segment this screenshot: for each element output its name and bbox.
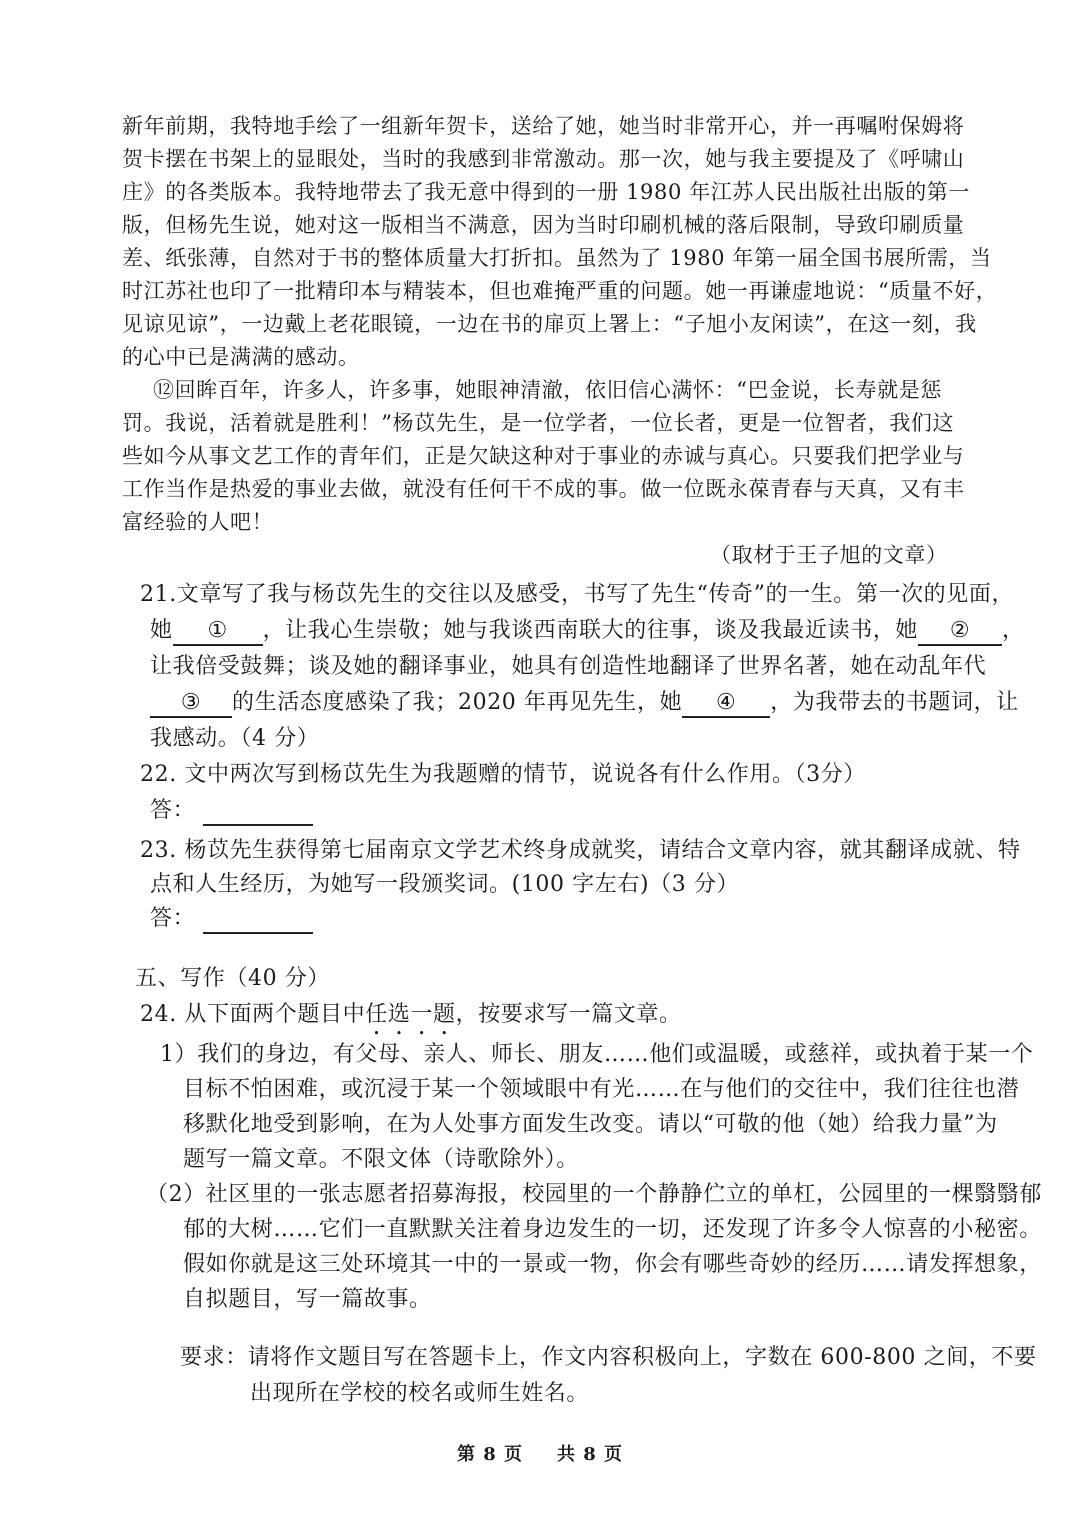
passage-line: 见谅见谅”，一边戴上老花眼镜，一边在书的扉页上署上：“子旭小友闲读”，在这一刻，我	[122, 312, 977, 336]
q22-text: 22. 文中两次写到杨苡先生为我题赠的情节，说说各有什么作用。（3分）	[140, 762, 866, 787]
passage-line: 新年前期，我特地手绘了一组新年贺卡，送给了她，她当时非常开心，并一再嘱咐保姆将	[122, 114, 965, 138]
q24-text: ，按要求写一篇文章。	[455, 1002, 682, 1027]
passage-line: 些如今从事文艺工作的青年们，正是欠缺这种对于事业的赤诚与真心。只要我们把学业与	[122, 444, 965, 468]
passage-line: 工作当作是热爱的事业去做，就没有任何干不成的事。做一位既永葆青春与天真，又有丰	[122, 477, 965, 501]
answer-blank-4[interactable]: ④	[682, 690, 770, 718]
option-2-line: 自拟题目，写一篇故事。	[183, 1287, 432, 1312]
passage-source: （取材于王子旭的文章）	[710, 543, 948, 567]
q23-line: 23. 杨苡先生获得第七届南京文学艺术终身成就奖，请结合文章内容，就其翻译成就、特	[140, 838, 1021, 863]
passage-line: 的心中已是满满的感动。	[122, 345, 360, 369]
answer-label: 答：	[150, 798, 196, 823]
q21-line	[150, 616, 1025, 646]
q21-line: 让我倍受鼓舞；谈及她的翻译事业，她具有创造性地翻译了世界名著，她在动乱年代	[150, 654, 987, 679]
q23-line: 点和人生经历，为她写一段颁奖词。(100 字左右)（3 分）	[150, 872, 740, 897]
option-1-line: 移默化地受到影响，在为人处事方面发生改变。请以“可敬的他（她）给我力量”为	[183, 1112, 998, 1137]
writing-heading: 五、写作（40 分）	[135, 966, 330, 991]
passage-line: 差、纸张薄，自然对于书的整体质量大打折扣。虽然为了 1980 年第一届全国书展所需，当	[122, 246, 992, 270]
requirements-line: 要求：请将作文题目写在答题卡上，作文内容积极向上，字数在 600-800 之间，不要	[180, 1345, 1037, 1370]
answer-label: 答：	[150, 906, 196, 931]
option-2-line: 郁的大树……它们一直默默关注着身边发生的一切，还发现了许多令人惊喜的小秘密。	[183, 1217, 1042, 1242]
q21-text: ，让我心生崇敬；她与我谈西南联大的往事，谈及我最近读书，她	[262, 618, 919, 643]
requirements-line: 出现所在学校的校名或师生姓名。	[250, 1381, 590, 1406]
option-2-line: （2）社区里的一张志愿者招募海报，校园里的一个静静伫立的单杠，公园里的一棵翳翳郁	[146, 1182, 1042, 1207]
q21-text: 她	[150, 618, 173, 643]
option-1-line: 1）我们的身边，有父母、亲人、师长、朋友……他们或温暖，或慈祥，或执着于某一个	[160, 1042, 1034, 1067]
q23-answer	[150, 904, 313, 934]
passage-line: 罚。我说，活着就是胜利！”杨苡先生，是一位学者，一位长者，更是一位智者，我们这	[122, 411, 955, 435]
q22-answer	[150, 796, 313, 826]
q21-line: 21.文章写了我与杨苡先生的交往以及感受，书写了先生“传奇”的一生。第一次的见面，	[140, 582, 1015, 607]
page-footer	[0, 1440, 1080, 1466]
passage-line: 富经验的人吧！	[122, 510, 274, 534]
answer-blank-1[interactable]: ①	[173, 618, 263, 646]
q23-answer-line[interactable]	[203, 910, 313, 934]
option-1-line: 题写一篇文章。不限文体（诗歌除外）。	[183, 1147, 579, 1172]
page-number: 第 8 页	[456, 1444, 523, 1465]
passage-line: 时江苏社也印了一批精印本与精装本，但也难掩严重的问题。她一再谦虚地说：“质量不好，	[122, 279, 998, 303]
passage-line: 版，但杨先生说，她对这一版相当不满意，因为当时印刷机械的落后限制，导致印刷质量	[122, 213, 965, 237]
page-total: 共 8 页	[557, 1444, 624, 1465]
q21-text: ，	[1002, 618, 1025, 643]
q21-line: 我感动。（4 分）	[150, 726, 320, 751]
passage-line: 庄》的各类版本。我特地带去了我无意中得到的一册 1980 年江苏人民出版社出版的第一	[122, 180, 970, 204]
passage-line: ⑫回眸百年，许多人，许多事，她眼神清澈，依旧信心满怀：“巴金说，长寿就是惩	[153, 378, 942, 402]
answer-blank-3[interactable]: ③	[150, 690, 232, 718]
q21-text: ，为我带去的书题词，让	[770, 690, 1019, 715]
option-1-line: 目标不怕困难，或沉浸于某一个领域眼中有光……在与他们的交往中，我们往往也潜	[183, 1077, 1020, 1102]
option-2-line: 假如你就是这三处环境其一中的一景或一物，你会有哪些奇妙的经历……请发挥想象，	[183, 1252, 1042, 1277]
q21-text: 的生活态度感染了我；2020 年再见先生，她	[232, 690, 683, 715]
q21-line	[150, 688, 1019, 718]
q24-emphasis: 任选一题	[365, 1002, 456, 1027]
passage-line: 贺卡摆在书架上的显眼处，当时的我感到非常激动。那一次，她与我主要提及了《呼啸山	[122, 147, 965, 171]
q24-prompt	[140, 1000, 682, 1040]
q24-text: 24. 从下面两个题目中	[140, 1002, 366, 1027]
q22-answer-line[interactable]	[203, 802, 313, 826]
answer-blank-2[interactable]: ②	[918, 618, 1002, 646]
